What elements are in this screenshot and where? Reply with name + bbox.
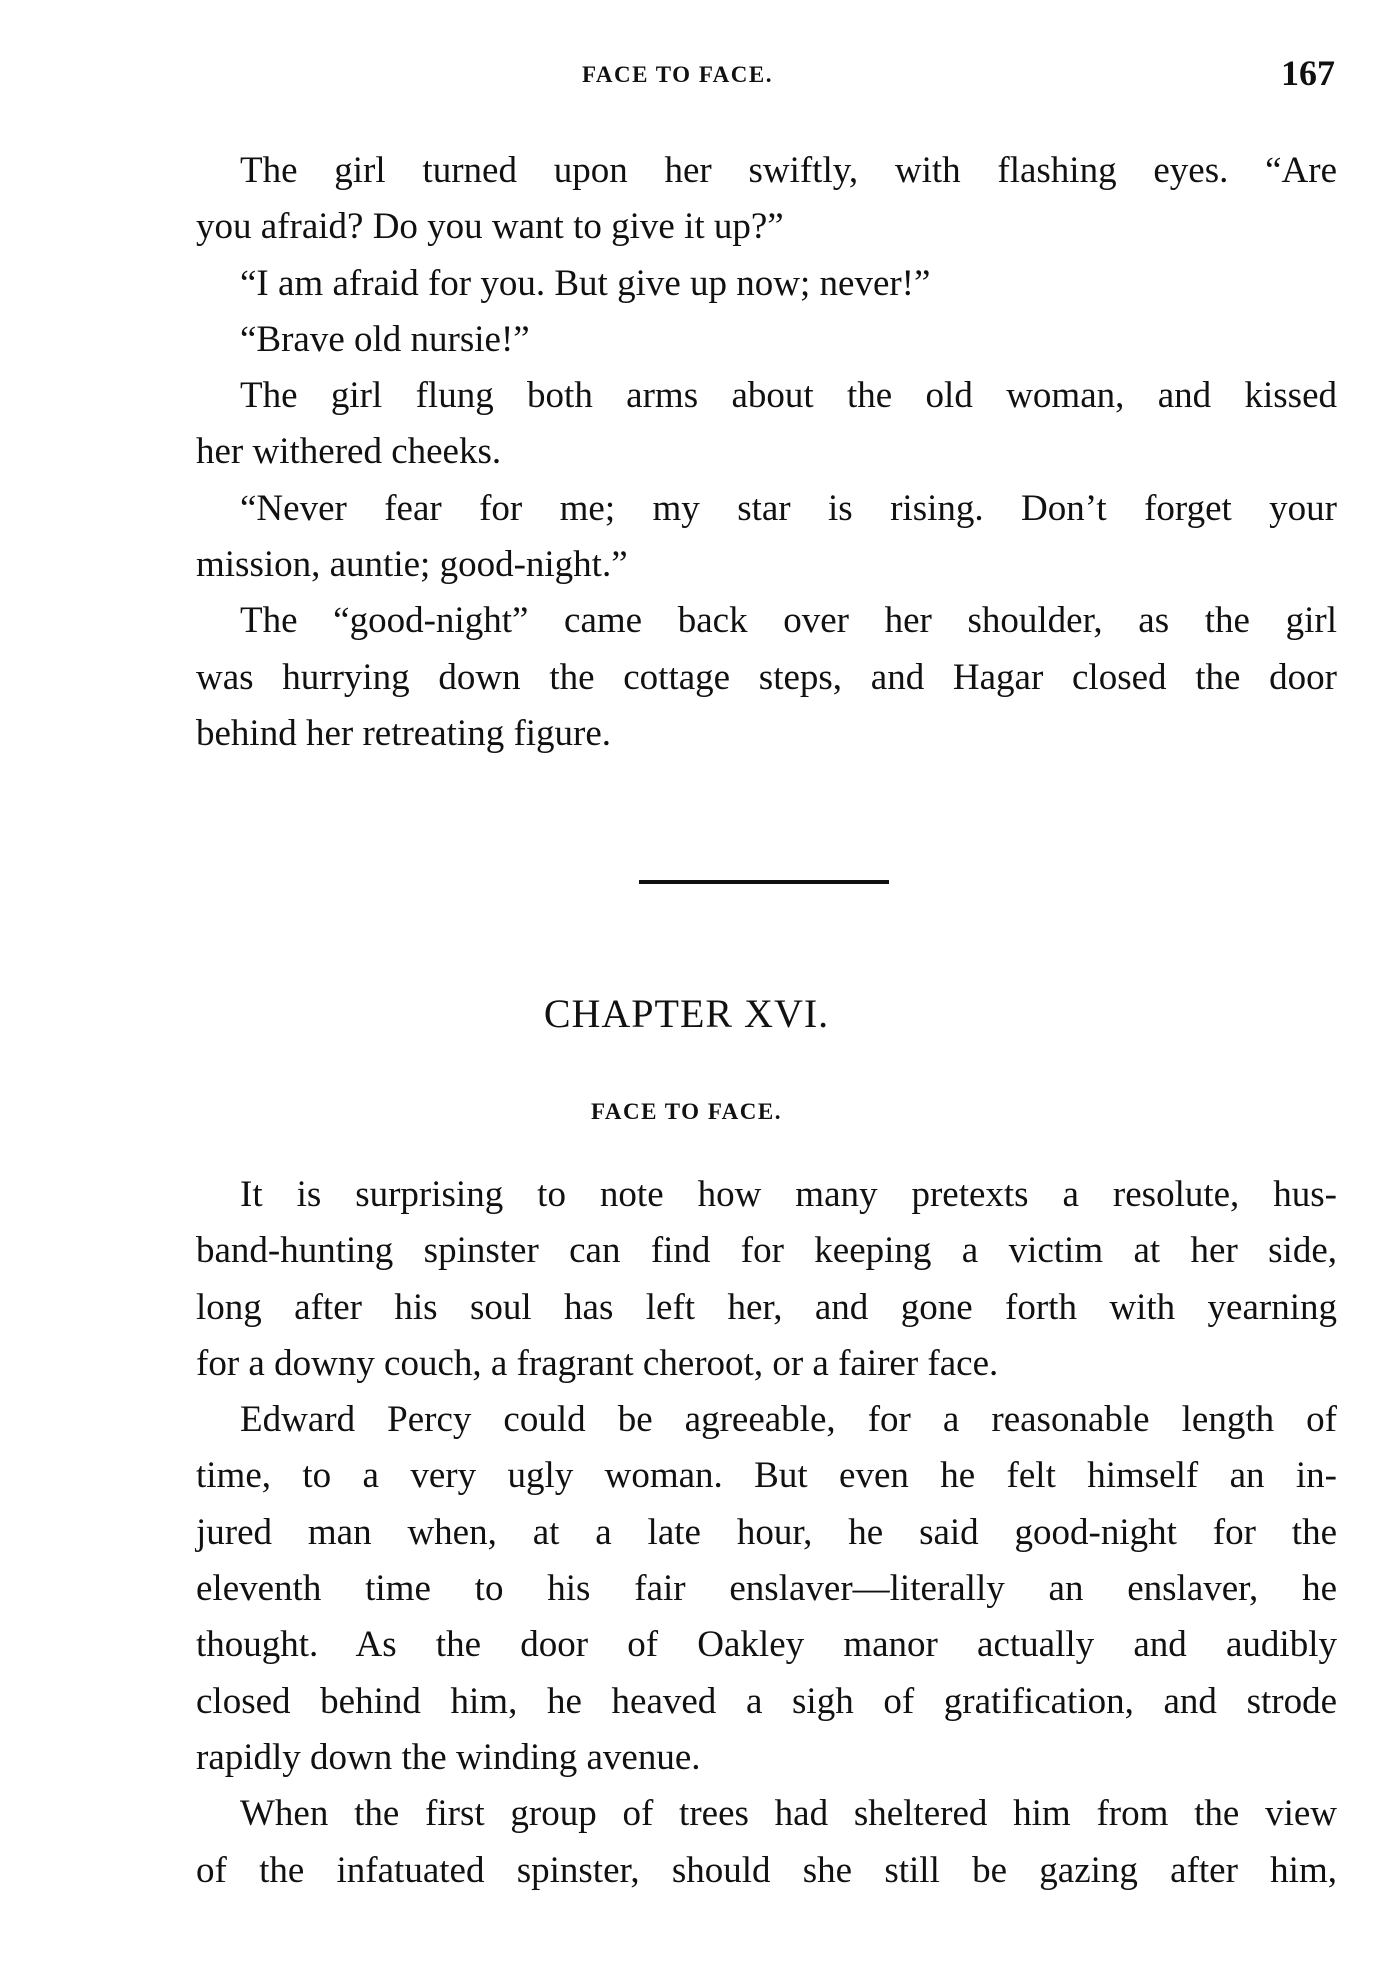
text-line: “I am afraid for you. But give up now; never!” bbox=[240, 262, 931, 304]
text-line: for a downy couch, a fragrant cheroot, or a fairer face. bbox=[196, 1342, 999, 1384]
text-line: closed behind him, he heaved a sigh of gratification, and strode bbox=[196, 1680, 1337, 1722]
section-chapter-body bbox=[196, 1167, 1337, 1899]
text-line: The girl flung both arms about the old woman, and kissed bbox=[240, 375, 1337, 417]
text-line: behind her retreating figure. bbox=[196, 712, 612, 754]
text-line: rapidly down the winding avenue. bbox=[196, 1736, 701, 1778]
text-line: When the first group of trees had sheltered him from the view bbox=[240, 1793, 1337, 1835]
page-number: 167 bbox=[1281, 53, 1335, 93]
text-line: The “good-night” came back over her shoulder, as the girl bbox=[240, 600, 1337, 642]
text-line: was hurrying down the cottage steps, and Hagar closed the door bbox=[196, 656, 1337, 698]
text-line: time, to a very ugly woman. But even he felt himself an in- bbox=[196, 1455, 1337, 1497]
text-line: her withered cheeks. bbox=[196, 431, 502, 473]
text-line: The girl turned upon her swiftly, with flashing eyes. “Are bbox=[240, 150, 1337, 191]
text-line: Edward Percy could be agreeable, for a reasonable length of bbox=[240, 1399, 1337, 1441]
text-line: band-hunting spinster can find for keeping a victim at her side, bbox=[196, 1230, 1337, 1272]
chapter-heading: CHAPTER XVI. bbox=[543, 991, 830, 1036]
text-line: of the infatuated spinster, should she still be gazing after him, bbox=[196, 1849, 1337, 1891]
text-line: long after his soul has left her, and gone forth with yearning bbox=[196, 1286, 1337, 1328]
chapter-subtitle: FACE TO FACE. bbox=[591, 1099, 782, 1124]
text-line: “Brave old nursie!” bbox=[240, 318, 530, 360]
text-line: It is surprising to note how many pretexts a resolute, hus- bbox=[240, 1174, 1337, 1215]
running-head bbox=[0, 50, 1391, 100]
text-line: mission, auntie; good-night.” bbox=[196, 544, 628, 586]
text-line: “Never fear for me; my star is rising. Don’t forget your bbox=[240, 487, 1337, 529]
text-line: you afraid? Do you want to give it up?” bbox=[196, 206, 784, 248]
section-end-of-chapter bbox=[196, 143, 1337, 762]
running-head-title: FACE TO FACE. bbox=[582, 62, 773, 87]
section-divider-rule bbox=[639, 880, 889, 884]
text-line: thought. As the door of Oakley manor actually and audibly bbox=[196, 1624, 1337, 1666]
text-line: jured man when, at a late hour, he said good-night for the bbox=[196, 1511, 1337, 1553]
text-line: eleventh time to his fair enslaver—literally an enslaver, he bbox=[196, 1568, 1337, 1610]
